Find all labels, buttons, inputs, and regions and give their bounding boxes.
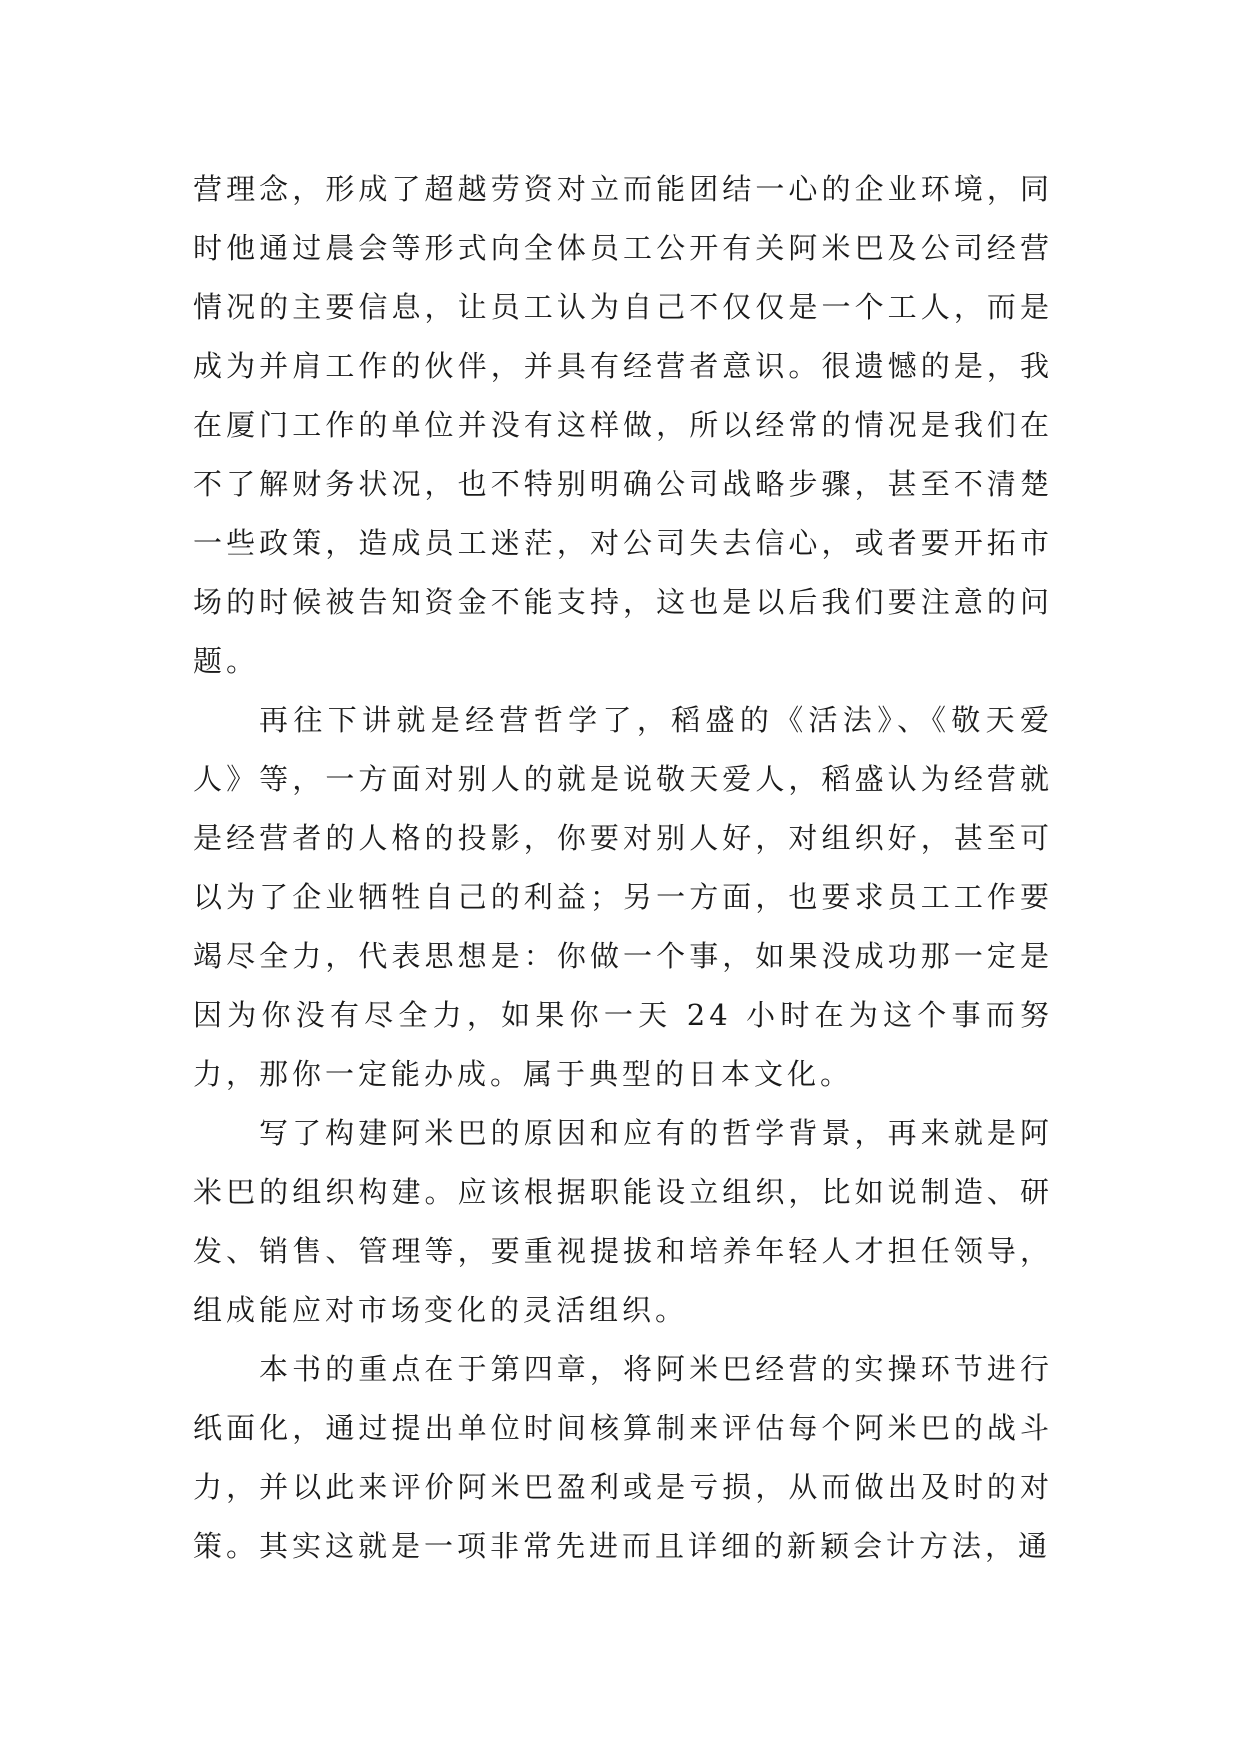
paragraph-chapter-four: 本书的重点在于第四章，将阿米巴经营的实操环节进行纸面化，通过提出单位时间核算制来评估每个阿米巴的战斗力，并以此来评价阿米巴盈利或是亏损，从而做出及时的对策。其实这就是一项非常先进而且详细的新颖会计方法，通 [193,1352,1053,1563]
paragraph-continuation: 营理念，形成了超越劳资对立而能团结一心的企业环境，同时他通过晨会等形式向全体员工公开有关阿米巴及公司经营情况的主要信息，让员工认为自己不仅仅是一个工人，而是成为并肩工作的伙伴，并具有经营者意识。很遗憾的是，我在厦门工作的单位并没有这样做，所以经常的情况是我们在不了解财务状况，也不特别明确公司战略步骤，甚至不清楚一些政策，造成员工迷茫，对公司失去信心，或者要开拓市场的时候被告知资金不能支持，这也是以后我们要注意的问题。 [193,172,1053,678]
paragraph-philosophy: 再往下讲就是经营哲学了，稻盛的《活法》、《敬天爱人》等，一方面对别人的就是说敬天爱人，稻盛认为经营就是经营者的人格的投影，你要对别人好，对组织好，甚至可以为了企业牺牲自己的利益；另一方面，也要求员工工作要竭尽全力，代表思想是：你做一个事，如果没成功那一定是因为你没有尽全力，如果你一天 24 小时在为这个事而努力，那你一定能办成。属于典型的日本文化。 [193,703,1053,1091]
body-text [193,160,1053,1576]
paragraph-organization: 写了构建阿米巴的原因和应有的哲学背景，再来就是阿米巴的组织构建。应该根据职能设立组织，比如说制造、研发、销售、管理等，要重视提拔和培养年轻人才担任领导，组成能应对市场变化的灵活组织。 [193,1116,1053,1327]
